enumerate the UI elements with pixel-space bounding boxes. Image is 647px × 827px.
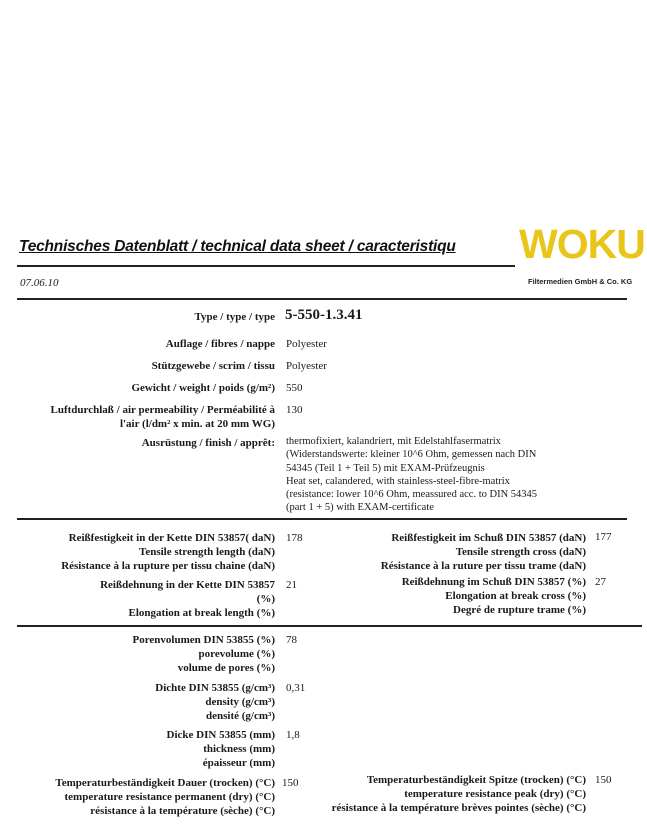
- type-value: 5-550-1.3.41: [285, 307, 363, 323]
- label-line: Reißfestigkeit im Schuß DIN 53857 (daN): [391, 532, 586, 544]
- fibres-label: Auflage / fibres / nappe: [165, 338, 275, 350]
- label-line: Temperaturbeständigkeit Spitze (trocken) (°C): [366, 774, 586, 786]
- logo-text: WOKU: [519, 221, 645, 267]
- title-underline: [17, 265, 515, 267]
- pore-volume-value: 78: [286, 634, 297, 646]
- finish-label: Ausrüstung / finish / apprêt:: [141, 437, 275, 449]
- tensile-cross-label: [381, 531, 586, 573]
- elongation-cross-value: 27: [595, 576, 606, 588]
- label-line: temperature resistance peak (dry) (°C): [404, 788, 586, 800]
- finish-line: (Widerstandswerte: kleiner 10^6 Ohm, gemessen nach DIN: [286, 449, 537, 461]
- label-line: Reißdehnung im Schuß DIN 53857 (%): [401, 576, 586, 588]
- temperature-peak-value: 150: [595, 774, 612, 786]
- finish-line: (part 1 + 5) with EXAM-certificate: [286, 502, 434, 514]
- label-line: density (g/cm³): [205, 696, 275, 708]
- weight-value: 550: [286, 382, 303, 394]
- label-line: Dichte DIN 53855 (g/cm³): [155, 682, 275, 694]
- section-divider-physical: [17, 625, 642, 627]
- label-line: porevolume (%): [198, 648, 275, 660]
- tensile-length-value: 178: [286, 532, 303, 544]
- label-line: Temperaturbeständigkeit Dauer (trocken) (°C): [55, 777, 275, 789]
- logo-subtitle: Filtermedien GmbH & Co. KG: [528, 277, 633, 286]
- finish-description: [286, 435, 596, 515]
- air-permeability-label-2: l'air (l/dm² x min. at 20 mm WG): [119, 418, 275, 430]
- label-line: Tensile strength length (daN): [139, 546, 275, 558]
- finish-line: 54345 (Teil 1 + Teil 5) mit EXAM-Prüfzeugnis: [286, 462, 485, 474]
- label-line: résistance à la température brèves pointes (sèche) (°C): [331, 802, 586, 814]
- document-date: 07.06.10: [20, 277, 59, 289]
- temperature-permanent-value: 150: [282, 777, 299, 789]
- type-label: Type / type / type: [194, 311, 275, 323]
- header-divider: [17, 298, 627, 300]
- label-line: Résistance à la ruture per tissu trame (daN): [380, 560, 586, 572]
- label-line: thickness (mm): [203, 743, 275, 755]
- label-line: Elongation at break cross (%): [445, 590, 586, 602]
- elongation-cross-label: [402, 575, 586, 617]
- fibres-value: Polyester: [286, 338, 327, 350]
- label-line: Reißdehnung in der Kette DIN 53857: [100, 579, 275, 591]
- density-label: [155, 681, 275, 723]
- elongation-length-label: [100, 578, 275, 620]
- scrim-value: Polyester: [286, 360, 327, 372]
- air-permeability-value: 130: [286, 404, 303, 416]
- finish-line: (resistance: lower 10^6 Ohm, meassured acc. to DIN 54345: [286, 489, 538, 501]
- label-line: volume de pores (%): [177, 662, 275, 674]
- label-line: temperature resistance permanent (dry) (°C): [64, 791, 275, 803]
- label-line: Elongation at break length (%): [128, 607, 275, 619]
- finish-line: Heat set, calandered, with stainless-steel-fibre-matrix: [286, 475, 510, 487]
- label-line: densité (g/cm³): [206, 710, 275, 722]
- label-line: Porenvolumen DIN 53855 (%): [132, 634, 275, 646]
- label-line: Degré de rupture trame (%): [453, 604, 586, 616]
- elongation-length-value: 21: [286, 579, 297, 591]
- page-title: Technisches Datenblatt / technical data sheet / caracteristiqu: [19, 238, 456, 255]
- label-line: épaisseur (mm): [202, 757, 275, 769]
- label-line: résistance à la température (sèche) (°C): [90, 805, 275, 817]
- label-line: Dicke DIN 53855 (mm): [166, 729, 275, 741]
- label-line: (%): [256, 593, 275, 605]
- label-line: Résistance à la rupture per tissu chaine (daN): [61, 560, 275, 572]
- temperature-peak-label: [332, 773, 586, 815]
- finish-line: thermofixiert, kalandriert, mit Edelstahlfasermatrix: [286, 436, 501, 447]
- tensile-cross-value: 177: [595, 531, 612, 543]
- company-logo: [519, 221, 645, 267]
- thickness-value: 1,8: [286, 729, 300, 741]
- temperature-permanent-label: [55, 776, 275, 818]
- pore-volume-label: [133, 633, 275, 675]
- tensile-length-label: [61, 531, 275, 573]
- label-line: Reißfestigkeit in der Kette DIN 53857( daN): [68, 532, 275, 544]
- air-permeability-label-1: Luftdurchlaß / air permeability / Perméabilité à: [50, 404, 275, 416]
- section-divider-mechanical: [17, 518, 627, 520]
- label-line: Tensile strength cross (daN): [455, 546, 586, 558]
- weight-label: Gewicht / weight / poids (g/m²): [131, 382, 275, 394]
- density-value: 0,31: [286, 682, 306, 694]
- thickness-label: [167, 728, 275, 770]
- scrim-label: Stützgewebe / scrim / tissu: [151, 360, 275, 372]
